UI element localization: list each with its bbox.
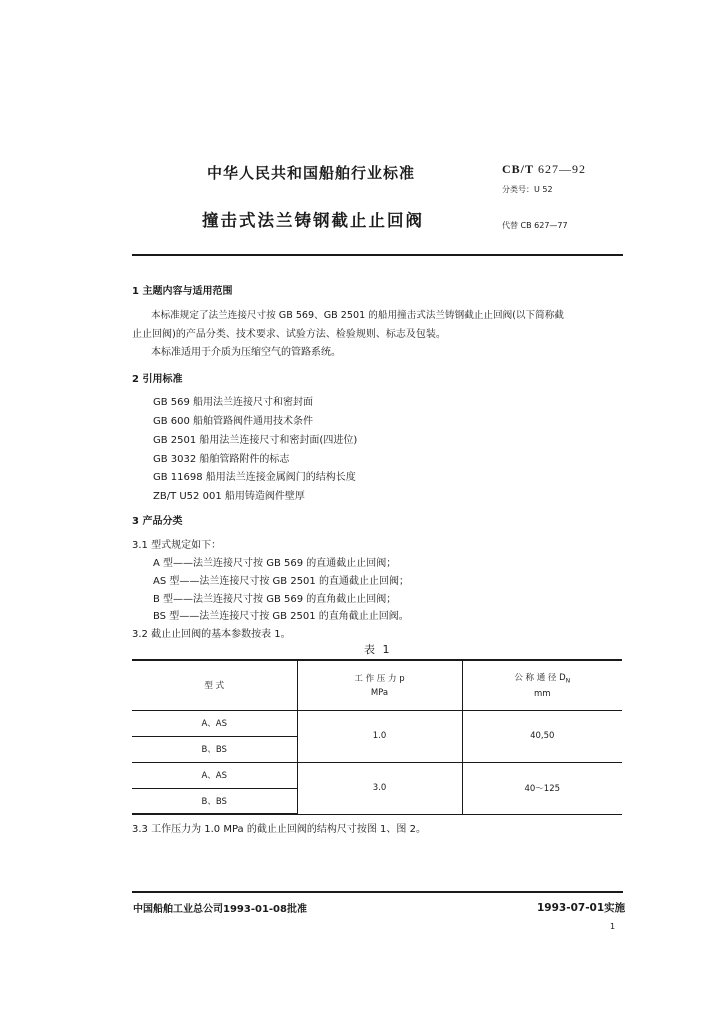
section-1-heading: 1 主题内容与适用范围 [132, 286, 233, 297]
column-header-type: 型 式 [132, 660, 297, 710]
pressure-cell: 3.0 [297, 762, 462, 814]
type-cell: A、AS [132, 762, 297, 788]
header-rule [132, 254, 623, 256]
footer-rule [132, 891, 623, 893]
diameter-header-unit: mm [533, 689, 551, 700]
standard-code-number: 627—92 [538, 162, 587, 176]
document-title: 撞击式法兰铸钢截止止回阀 [202, 211, 424, 230]
reference-item: ZB/T U52 001 船用铸造阀件壁厚 [153, 491, 305, 502]
reference-item: GB 569 船用法兰连接尺寸和密封面 [153, 397, 314, 408]
section-2-heading: 2 引用标准 [132, 374, 183, 385]
clause-3-1: 3.1 型式规定如下： [132, 540, 222, 551]
classification-number: 分类号：U 52 [502, 185, 553, 194]
table-caption: 表 1 [364, 643, 392, 656]
type-cell: A、AS [132, 710, 297, 736]
approval-line: 中国船舶工业总公司1993-01-08批准 [133, 904, 307, 915]
table-row [132, 710, 622, 736]
parameters-table [132, 659, 622, 815]
type-definition: B 型——法兰连接尺寸按 GB 569 的直角截止止回阀； [153, 594, 397, 605]
reference-item: GB 3032 船舶管路附件的标志 [153, 454, 290, 465]
standard-code [502, 162, 586, 177]
section-1-para-1-line-1: 本标准规定了法兰连接尺寸按 GB 569、GB 2501 的船用撞击式法兰铸钢截止止回阀(以下简称截 [151, 310, 564, 321]
table-row [132, 762, 622, 788]
type-definition: A 型——法兰连接尺寸按 GB 569 的直通截止止回阀； [153, 558, 397, 569]
type-cell: B、BS [132, 736, 297, 762]
type-definition: AS 型——法兰连接尺寸按 GB 2501 的直通截止止回阀； [153, 576, 409, 587]
type-definition: BS 型——法兰连接尺寸按 GB 2501 的直角截止止回阀。 [153, 611, 409, 622]
column-header-pressure [297, 660, 462, 710]
diameter-header-label: 公 称 通 径 $D_N$ [514, 673, 571, 686]
type-cell: B、BS [132, 788, 297, 814]
pressure-cell: 1.0 [297, 710, 462, 762]
standard-code-prefix: CB/T [502, 162, 535, 176]
issuer-title: 中华人民共和国船舶行业标准 [207, 164, 416, 182]
clause-3-3: 3.3 工作压力为 1.0 MPa 的截止止回阀的结构尺寸按图 1、图 2。 [132, 824, 426, 835]
reference-item: GB 11698 船用法兰连接金属阀门的结构长度 [153, 472, 356, 483]
nominal-diameter-cell: 40～125 [462, 762, 622, 814]
pressure-header-unit: MPa [370, 688, 389, 699]
reference-item: GB 2501 船用法兰连接尺寸和密封面(四进位) [153, 435, 358, 446]
reference-item: GB 600 船舶管路阀件通用技术条件 [153, 416, 314, 427]
replaces-standard: 代替 CB 627—77 [502, 221, 568, 230]
section-1-para-1-line-2: 止止回阀)的产品分类、技术要求、试验方法、检验规则、标志及包装。 [132, 329, 446, 340]
column-header-nominal-diameter [462, 660, 622, 710]
section-3-heading: 3 产品分类 [132, 516, 183, 527]
clause-3-2: 3.2 截止止回阀的基本参数按表 1。 [132, 629, 291, 640]
nominal-diameter-cell: 40,50 [462, 710, 622, 762]
section-1-para-2: 本标准适用于介质为压缩空气的管路系统。 [151, 347, 341, 358]
page-number: 1 [610, 922, 616, 931]
pressure-header-label: 工 作 压 力 p [354, 674, 405, 685]
effective-date: 1993-07-01实施 [537, 902, 626, 914]
table-header-row [132, 660, 622, 710]
